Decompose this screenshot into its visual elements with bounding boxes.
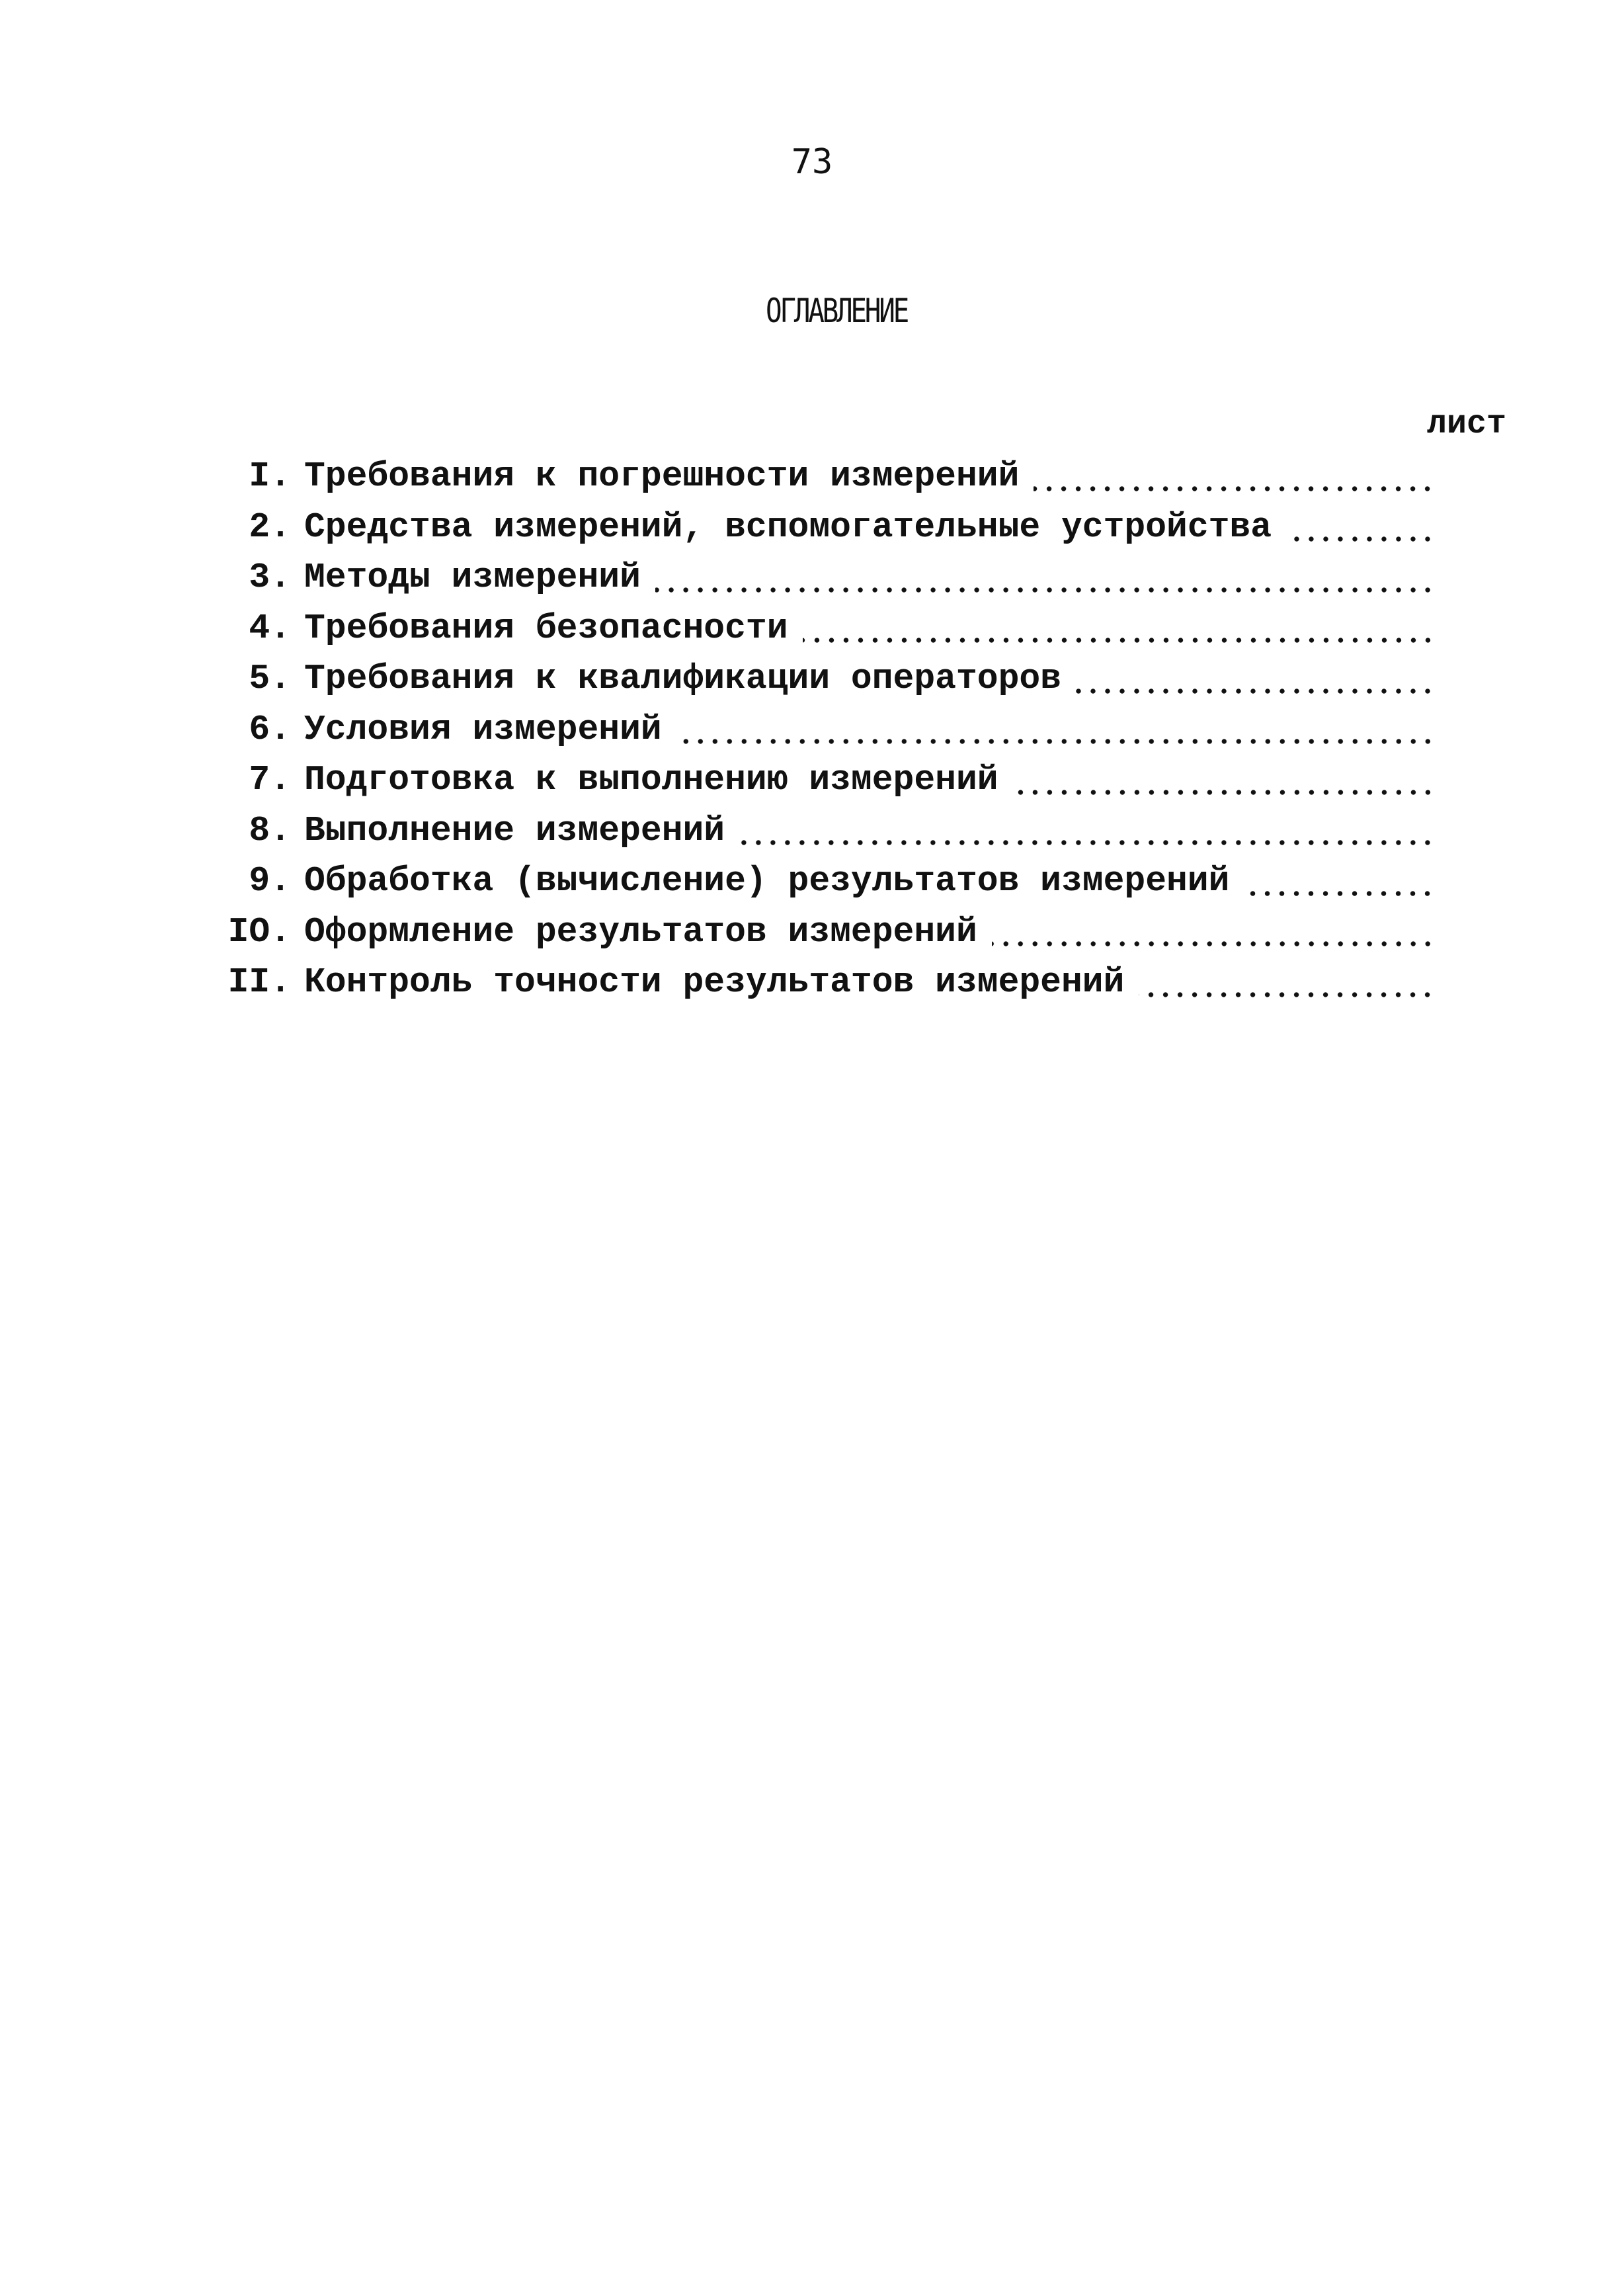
toc-item-number: 3. [249, 558, 291, 597]
table-of-contents [225, 451, 1435, 1008]
dot-leader [676, 739, 1435, 744]
toc-item-number: I. [249, 456, 291, 496]
toc-item-1 [225, 451, 1435, 502]
toc-item-label: Требования к погрешности измерений [304, 456, 1020, 496]
page-title: ОГЛАВЛЕНИЕ [765, 292, 908, 330]
toc-item-label: Требования безопасности [304, 608, 788, 648]
dot-leader [1286, 536, 1435, 542]
toc-item-label: Условия измерений [304, 709, 662, 749]
dot-leader [1013, 790, 1435, 795]
toc-item-label: Обработка (вычисление) результатов измерений [304, 861, 1230, 901]
toc-item-label: Средства измерений, вспомогательные устройства [304, 507, 1272, 547]
dot-leader [1244, 891, 1435, 896]
toc-item-5 [225, 653, 1435, 704]
dot-leader [1139, 992, 1435, 997]
dot-leader [655, 587, 1435, 593]
toc-item-label: Оформление результатов измерений [304, 911, 977, 952]
toc-item-11 [225, 957, 1435, 1008]
toc-item-label: Подготовка к выполнению измерений [304, 760, 998, 800]
dot-leader [803, 638, 1435, 643]
toc-item-label: Контроль точности результатов измерений [304, 962, 1125, 1002]
toc-item-4 [225, 603, 1435, 654]
toc-item-label: Требования к квалификации операторов [304, 659, 1061, 698]
toc-item-number: 8. [249, 810, 291, 851]
sheet-column-header: лист [1427, 405, 1507, 443]
toc-item-number: 5. [249, 659, 291, 698]
toc-item-number: 6. [249, 709, 291, 749]
toc-item-number: 9. [249, 861, 291, 901]
toc-item-label: Методы измерений [304, 558, 641, 597]
dot-leader [739, 840, 1435, 845]
toc-item-2 [225, 502, 1435, 553]
toc-item-9 [225, 856, 1435, 907]
toc-item-8 [225, 806, 1435, 856]
toc-item-label: Выполнение измерений [304, 810, 725, 851]
toc-item-number: 4. [249, 608, 291, 648]
toc-item-10 [225, 907, 1435, 958]
dot-leader [1076, 689, 1435, 694]
toc-item-number: 7. [249, 760, 291, 800]
dot-leader [992, 941, 1435, 946]
toc-item-7 [225, 755, 1435, 806]
toc-item-3 [225, 552, 1435, 603]
toc-item-6 [225, 704, 1435, 755]
page-number: 73 [791, 142, 833, 182]
toc-item-number: IO. [227, 911, 291, 952]
toc-item-number: II. [227, 962, 291, 1002]
toc-item-number: 2. [249, 507, 291, 547]
dot-leader [1034, 486, 1435, 491]
